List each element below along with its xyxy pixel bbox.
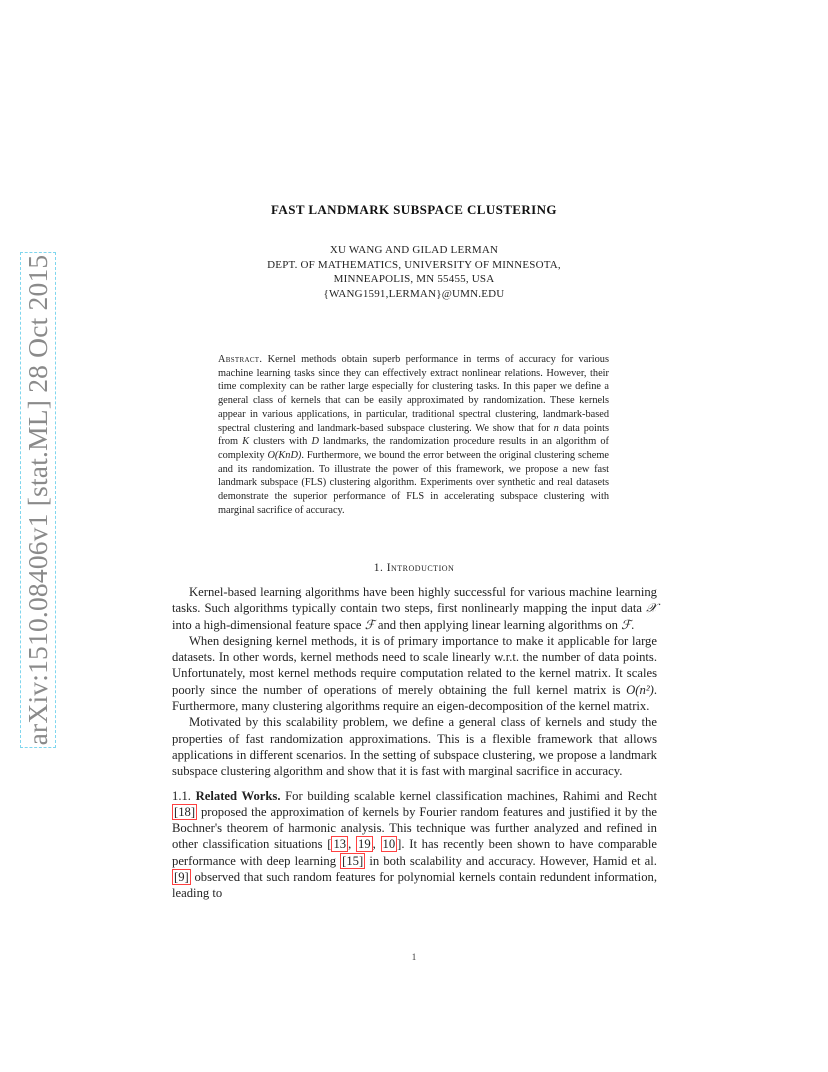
paragraph-text: and then applying linear learning algorithms on <box>377 617 618 632</box>
section-number: 1. <box>373 562 384 574</box>
math-symbol: ℱ <box>621 617 632 632</box>
author-block <box>0 243 828 301</box>
abstract-text: Kernel methods obtain superb performance in terms of accuracy for various machine learning tasks since they can effectively extract nonlinear relations. However, their time complexity can be rather large especially for clustering tasks. In this paper we define a general class of kernels that can be easily approximated by randomization. These kernels appear in various applications, in particular, traditional spectral clustering, landmark-based spectral clustering and landmark-based subspace clustering. We show that for <box>218 354 609 434</box>
math-var: n <box>553 422 559 434</box>
math-complexity: O(KnD) <box>267 449 302 461</box>
section-heading <box>0 562 828 574</box>
abstract-text: landmarks, the randomization procedure results in an algorithm of complexity <box>218 436 609 461</box>
paragraph-text: For building scalable kernel classification machines, Rahimi and Recht <box>285 788 657 803</box>
subsection-title: Related Works. <box>195 788 281 803</box>
paragraph-text: When designing kernel methods, it is of primary importance to make it applicable for large datasets. In other words, kernel methods need to scale linearly w.r.t. the number of data points. Unfortunately, most kernel methods require computation related to the kernel matrix. It scales poorly since the number of operations of merely obtaining the full kernel matrix is <box>172 633 657 697</box>
paragraph-text: into a high-dimensional feature space <box>172 617 362 632</box>
paragraph-text: . <box>631 617 635 632</box>
citation-link[interactable]: 10 <box>382 837 396 852</box>
abstract-heading: Abstract. <box>218 354 263 365</box>
page-number: 1 <box>411 952 417 962</box>
subsection-heading <box>172 789 280 803</box>
paragraph <box>172 633 657 714</box>
citation-bracket: [ <box>327 837 332 852</box>
paragraph-text: Motivated by this scalability problem, we define a general class of kernels and study the properties of fast randomization approximations. This is a flexible framework that allows applications in different scenarios. In the setting of subspace clustering, we propose a landmark subspace clustering algorithm and show that it is fast with marginal sacrifice in accuracy. <box>172 715 657 779</box>
citation-link[interactable]: [15] <box>342 853 364 868</box>
paper-title: FAST LANDMARK SUBSPACE CLUSTERING <box>271 202 557 217</box>
math-var: D <box>311 436 319 448</box>
author-address: MINNEAPOLIS, MN 55455, USA <box>333 273 495 285</box>
subsection-number: 1.1. <box>172 788 191 803</box>
section-title: Introduction <box>386 562 455 574</box>
math-complexity: O(n²) <box>626 682 654 697</box>
subsection-paragraph: 1.1. Related Works. For building scalable kernel classification machines, Rahimi and Recht [18] proposed the approximation of kernels by Fourier random features and justified it by the Bochner's theorem of harmonic analysis. This technique was further analyzed and refined in other classification situations [ 13 , 19 , 10 ]. It has recently been shown to have comparable performance with deep learning [15] in both scalability and accuracy. However, Hamid et al. [9] observed that such random features for polynomial kernels contain redundent information, leading to <box>172 788 657 901</box>
author-names: XU WANG AND GILAD LERMAN <box>329 244 499 256</box>
abstract-text: data points from <box>218 422 609 448</box>
abstract <box>218 353 609 517</box>
paragraph-text: Kernel-based learning algorithms have been highly successful for various machine learning tasks. Such algorithms typically contain two steps, first nonlinearly mapping the input data <box>172 585 657 616</box>
arxiv-identifier[interactable]: arXiv:1510.08406v1 [stat.ML] 28 Oct 2015 <box>22 254 53 746</box>
citation-link[interactable]: 19 <box>358 837 371 852</box>
citation-bracket: ] <box>397 837 402 852</box>
paragraph <box>172 714 657 779</box>
author-affiliation: DEPT. OF MATHEMATICS, UNIVERSITY OF MINNESOTA, <box>267 258 561 271</box>
paragraph <box>172 584 657 633</box>
abstract-text: . Furthermore, we bound the error between the original clustering scheme and its randomization. To illustrate the power of this framework, we propose a new fast landmark subspace (FLS) clustering algorithm. Experiments over synthetic and real datasets demonstrate the superior performance of FLS in accelerating subspace clustering with marginal sacrifice of accuracy. <box>218 449 609 516</box>
abstract-text: clusters with <box>253 436 308 448</box>
citation-link[interactable]: 13 <box>333 837 347 852</box>
body-text <box>172 584 657 902</box>
paragraph-text: proposed the approximation of kernels by Fourier random features and justified it by the Bochner's theorem of harmonic analysis. This technique was further analyzed and refined in other classification situations <box>172 804 657 852</box>
citation-link[interactable]: [18] <box>174 804 196 819</box>
math-var: K <box>242 436 250 448</box>
math-symbol: 𝒳 <box>646 601 657 616</box>
math-symbol: ℱ <box>364 617 375 632</box>
author-email[interactable]: {WANG1591,LERMAN}@UMN.EDU <box>323 287 505 300</box>
paragraph-text: . Furthermore, many clustering algorithms require an eigen-decomposition of the kernel matrix. <box>172 682 657 714</box>
paragraph-text: observed that such random features for polynomial kernels contain redundent information, leading to <box>172 870 657 901</box>
paragraph-text: . It has recently been shown to have comparable performance with deep learning <box>172 837 657 868</box>
citation-link[interactable]: [9] <box>174 870 189 885</box>
paragraph-text: in both scalability and accuracy. However, Hamid et al. <box>369 853 657 868</box>
